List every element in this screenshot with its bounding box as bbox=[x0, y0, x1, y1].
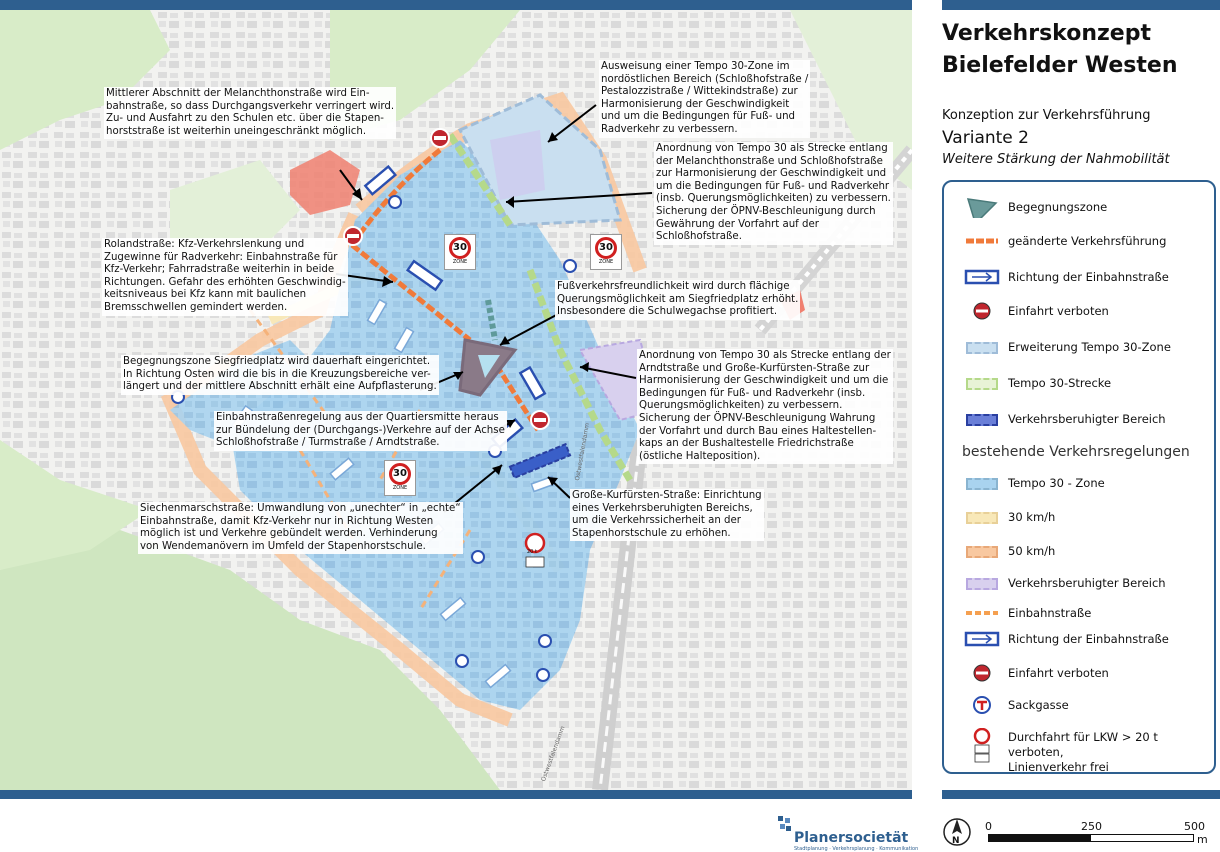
no-entry-icon bbox=[964, 664, 1000, 682]
begegnungszone-icon bbox=[964, 194, 1000, 218]
legend-existing-header: bestehende Verkehrsregelungen bbox=[962, 444, 1190, 460]
bottom-bar-left bbox=[0, 790, 912, 799]
legend-item-tempo30-zone: Tempo 30 - Zone bbox=[944, 472, 1214, 494]
tempo30-sign: 30 ZONE bbox=[444, 234, 476, 270]
speed50-icon bbox=[966, 546, 998, 558]
truck-ban-icon bbox=[964, 728, 1000, 764]
street-label: Ostwestfalendamm bbox=[574, 422, 592, 482]
legend-item-no-entry: Einfahrt verboten bbox=[944, 300, 1214, 322]
scale-label-250: 250 bbox=[1081, 820, 1102, 833]
zone-extension-icon bbox=[966, 342, 998, 354]
tempo30-sign: 30 ZONE bbox=[384, 460, 416, 496]
annotation-roland: Rolandstraße: Kfz-Verkehrslenkung und Zugewinne für Radverkehr: Einbahnstraße für Kfz-Verkehr; Fahrradstraße weiterhin in beide Richtungen. Gefahr des erhöhten Geschwindig- keitsniveaus bei Kfz kann mit baulichen Bremsschwellen gemindert werden. bbox=[102, 238, 348, 316]
scale-bar bbox=[988, 834, 1194, 842]
tempo30-zone-icon bbox=[966, 478, 998, 490]
bottom-bar-right bbox=[942, 790, 1220, 799]
annotation-einbahn-quartier: Einbahnstraßenregelung aus der Quartiersmitte heraus zur Bündelung der (Durchgangs-)Verkehre auf der Achse Schloßhofstraße / Turmstraße / Arndtstraße. bbox=[214, 411, 507, 451]
north-letter: N bbox=[952, 836, 960, 846]
legend bbox=[942, 180, 1216, 774]
legend-item-changed-route: geänderte Verkehrsführung bbox=[944, 230, 1214, 252]
dead-end-icon bbox=[964, 696, 1000, 714]
page-title: Verkehrskonzept Bielefelder Westen bbox=[942, 21, 1178, 78]
truck-sign-plate: 20 t bbox=[527, 549, 537, 555]
annotation-tempo30-melanchthon: Anordnung von Tempo 30 als Strecke entlang der Melanchthonstraße und Schloßhofstraße zur Harmonisierung der Geschwindigkeit und um die Bedingungen für Fuß- und Radverkehr (insb. Querungsmöglichkeiten) zu verbessern. Sicherung der ÖPNV-Beschleunigung durch Gewährung der Vorfahrt auf der Schloßhofstraße. bbox=[654, 142, 893, 245]
traffic-calmed-new-icon bbox=[966, 414, 998, 426]
annotation-begegnungszone: Begegnungszone Siegfriedplatz wird dauerhaft eingerichtet. In Richtung Osten wird die bis in die Kreuzungsbereiche ver- längert und der mittlere Abschnitt erhält eine Aufpflasterung. bbox=[121, 355, 439, 395]
map-canvas[interactable] bbox=[0, 10, 912, 790]
speed30-icon bbox=[966, 512, 998, 524]
legend-item-tempo30-route: Tempo 30-Strecke bbox=[944, 372, 1214, 394]
legend-item-speed30: 30 km/h bbox=[944, 506, 1214, 528]
tempo30-sign: 30 ZONE bbox=[590, 234, 622, 270]
top-bar-right bbox=[942, 0, 1220, 10]
legend-item-traffic-calmed-new: Verkehrsberuhigter Bereich bbox=[944, 408, 1214, 430]
traffic-calmed-icon bbox=[966, 578, 998, 590]
legend-item-no-entry-existing: Einfahrt verboten bbox=[944, 662, 1214, 684]
variant-title: Variante 2 bbox=[942, 128, 1029, 148]
legend-item-dead-end: Sackgasse bbox=[944, 694, 1214, 716]
variant-description: Weitere Stärkung der Nahmobilität bbox=[942, 152, 1170, 167]
scale-unit: m bbox=[1197, 833, 1208, 846]
street-label: Ostwestfalendamm bbox=[540, 725, 567, 783]
annotation-siechenmarsch: Siechenmarschstraße: Umwandlung von „unechter“ in „echte“ Einbahnstraße, damit Kfz-Verkehr nur in Richtung Westen möglich ist und Verkehre gebündelt werden. Verhinderung von Wendemanövern im Umfeld der Stapenhorstschule. bbox=[138, 502, 463, 554]
annotation-melanchthon: Mittlerer Abschnitt der Melanchthonstraße wird Ein- bahnstraße, so dass Durchgangsverkehr verringert wird. Zu- und Ausfahrt zu den Schulen etc. über die Stapen- horststraße ist weiterhin uneingeschränkt möglich. bbox=[104, 87, 396, 139]
oneway-arrow-icon bbox=[964, 268, 1000, 286]
tempo30-route-icon bbox=[966, 378, 998, 390]
legend-item-traffic-calmed: Verkehrsberuhigter Bereich bbox=[944, 572, 1214, 594]
legend-item-truck-ban: Durchfahrt für LKW > 20 t verboten, Linienverkehr frei bbox=[944, 728, 1214, 768]
top-bar-left bbox=[0, 0, 912, 10]
oneway-arrow-icon bbox=[964, 630, 1000, 648]
planersocietaet-logo-icon bbox=[778, 816, 792, 832]
legend-item-speed50: 50 km/h bbox=[944, 540, 1214, 562]
annotation-tempo30-arndt: Anordnung von Tempo 30 als Strecke entlang der Arndtstraße und Große-Kurfürsten-Straße zur Harmonisierung der Geschwindigkeit und um die Bedingungen für Fuß- und Radverkehr (insb. Querungsmöglichkeiten) zu verbessern. Sicherung der ÖPNV-Beschleunigung Wahrung der Vorfahrt und durch Bau eines Haltestellen- kaps an der Bushaltestelle Friedrichstraße (östliche Halteposition). bbox=[637, 349, 893, 464]
legend-item-oneway-direction-existing: Richtung der Einbahnstraße bbox=[944, 628, 1214, 650]
annotation-siegfriedplatz-fuss: Fußverkehrsfreundlichkeit wird durch flächige Querungsmöglichkeit am Siegfriedplatz erhöht. Insbesondere die Schulwegachse profitiert. bbox=[555, 280, 800, 320]
logo-name: Planersocietät bbox=[794, 830, 909, 846]
scale-label-500: 500 bbox=[1184, 820, 1205, 833]
legend-item-oneway-direction: Richtung der Einbahnstraße bbox=[944, 266, 1214, 288]
legend-item-zone-extension: Erweiterung Tempo 30-Zone bbox=[944, 336, 1214, 358]
legend-item-begegnungszone: Begegnungszone bbox=[944, 196, 1214, 218]
annotation-tempo30-zone-ne: Ausweisung einer Tempo 30-Zone im nordöstlichen Bereich (Schloßhofstraße / Pestalozzistraße / Wittekindstraße) zur Harmonisierung der Geschwindigkeit und um die Bedingungen für Fuß- und Radverkehr zu verbessern. bbox=[599, 60, 810, 138]
legend-item-oneway-street: Einbahnstraße bbox=[944, 602, 1214, 624]
changed-route-icon bbox=[964, 232, 1000, 250]
scale-label-0: 0 bbox=[985, 820, 992, 833]
subtitle: Konzeption zur Verkehrsführung bbox=[942, 108, 1151, 123]
annotation-kurfuersten: Große-Kurfürsten-Straße: Einrichtung eines Verkehrsberuhigten Bereichs, um die Verkehrssicherheit an der Stapenhorstschule zu erhöhen. bbox=[570, 489, 764, 541]
logo-tagline: Stadtplanung · Verkehrsplanung · Kommunikation bbox=[794, 846, 919, 852]
no-entry-icon bbox=[964, 302, 1000, 320]
oneway-street-icon bbox=[964, 604, 1000, 622]
